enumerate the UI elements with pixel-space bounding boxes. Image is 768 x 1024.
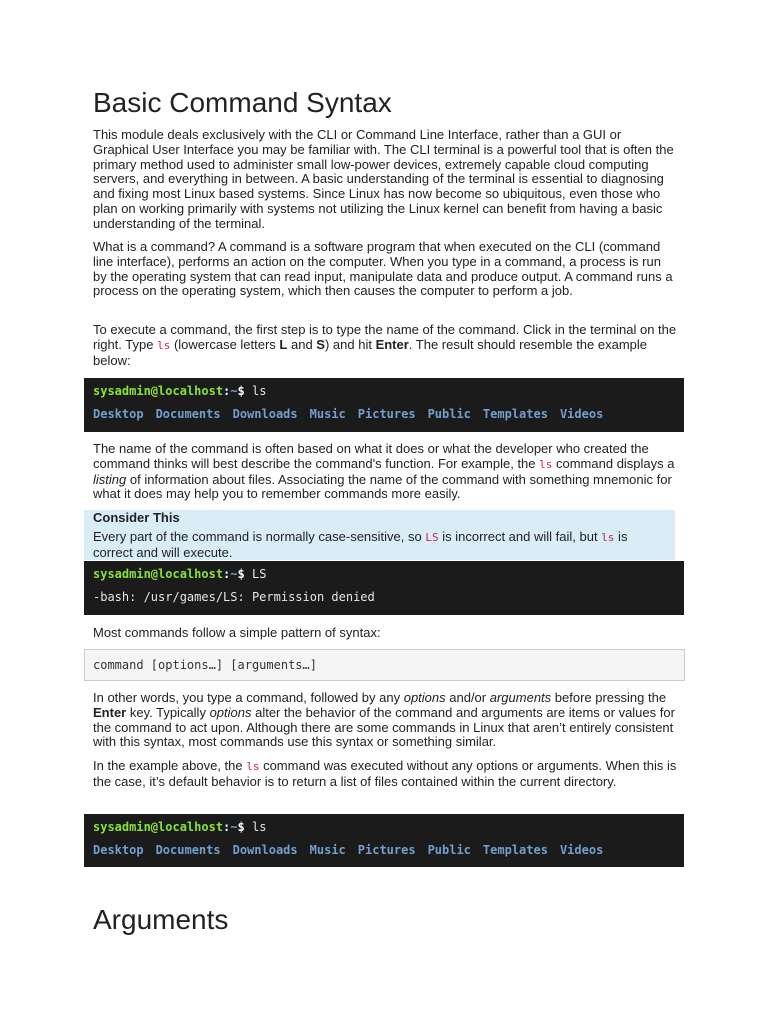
dir-entry: Videos bbox=[559, 407, 604, 421]
page-title: Basic Command Syntax bbox=[93, 87, 392, 118]
dir-entry: Templates bbox=[482, 843, 548, 857]
dir-entry: Desktop bbox=[93, 843, 144, 857]
dir-entry: Videos bbox=[559, 843, 604, 857]
enter-key-label: Enter bbox=[375, 336, 409, 352]
terminal-output-line bbox=[93, 407, 615, 421]
dir-entry: Public bbox=[427, 407, 471, 421]
options-arguments-paragraph: In other words, you type a command, followed by any options and/or arguments before pressing the Enter key. Typically options alter the behavior of the command and arguments are items or values for the command to act upon. Although there are some commands in Linux that aren’t entirely consistent with this syntax, most commands use this syntax or something similar. bbox=[93, 690, 675, 750]
enter-key-label: Enter bbox=[93, 704, 127, 720]
dir-entry: Documents bbox=[155, 843, 221, 857]
syntax-intro-paragraph: Most commands follow a simple pattern of syntax: bbox=[93, 625, 381, 640]
inline-code-ls: ls bbox=[246, 760, 260, 773]
dir-entry: Downloads bbox=[232, 407, 298, 421]
callout-body: Every part of the command is normally case-sensitive, so LS is incorrect and will fail, but ls is correct and will execute. bbox=[93, 529, 628, 560]
dir-entry: Documents bbox=[155, 407, 221, 421]
inline-code-ls: ls bbox=[539, 457, 553, 471]
section-heading-arguments: Arguments bbox=[93, 904, 229, 935]
consider-this-callout bbox=[84, 510, 675, 560]
execute-command-paragraph: To execute a command, the first step is to type the name of the command. Click in the terminal on the right. Type ls (lowercase letters L and S) and hit Enter. The result should resemble the example below: bbox=[93, 322, 677, 368]
dir-entry: Desktop bbox=[93, 407, 144, 421]
terminal-example-ls-2[interactable] bbox=[84, 814, 684, 867]
command-name-paragraph: The name of the command is often based on what it does or what the developer who created the command thinks will best describe the command's function. For example, the ls command displays a listing of information about files. Associating the name of the command with something mnemonic for what it does may help you to remember commands more easily. bbox=[93, 441, 675, 502]
terminal-prompt-line: sysadmin@localhost:~$ ls bbox=[93, 820, 267, 834]
inline-code-ls: ls bbox=[601, 531, 615, 544]
terminal-prompt-line: sysadmin@localhost:~$ LS bbox=[93, 567, 267, 581]
inline-code-LS: LS bbox=[425, 531, 439, 544]
terminal-prompt-line: sysadmin@localhost:~$ ls bbox=[93, 384, 267, 398]
intro-paragraph: This module deals exclusively with the CLI or Command Line Interface, rather than a GUI or Graphical User Interface you may be familiar with. The CLI terminal is a powerful tool that is often the primary method used to administer small low-power devices, extremely capable cloud computing servers, and everything in between. A basic understanding of the terminal is essential to diagnosing and fixing most Linux based systems. Since Linux has now become so ubiquitous, even those who plan on working primarily with systems not utilizing the Linux kernel can benefit from having a basic understanding of the terminal. bbox=[93, 127, 674, 231]
syntax-code-block: command [options…] [arguments…] bbox=[84, 649, 685, 681]
dir-entry: Pictures bbox=[357, 407, 416, 421]
dir-entry: Public bbox=[427, 843, 471, 857]
callout-title: Consider This bbox=[93, 510, 180, 525]
default-behavior-paragraph: In the example above, the ls command was executed without any options or arguments. When this is the case, it’s default behavior is to return a list of files contained within the current directory. bbox=[93, 758, 677, 789]
terminal-output-line bbox=[93, 843, 615, 857]
terminal-output-line: -bash: /usr/games/LS: Permission denied bbox=[93, 590, 375, 604]
inline-code-ls: ls bbox=[157, 338, 171, 352]
terminal-example-ls[interactable] bbox=[84, 378, 684, 432]
dir-entry: Templates bbox=[482, 407, 548, 421]
dir-entry: Pictures bbox=[357, 843, 416, 857]
dir-entry: Downloads bbox=[232, 843, 298, 857]
terminal-example-LS[interactable] bbox=[84, 561, 684, 615]
dir-entry: Music bbox=[309, 407, 346, 421]
dir-entry: Music bbox=[309, 843, 346, 857]
what-is-command-paragraph: What is a command? A command is a software program that when executed on the CLI (command line interface), performs an action on the computer. When you type in a command, a process is run by the operating system that can read input, manipulate data and produce output. A command runs a process on the operating system, which then causes the computer to perform a job. bbox=[93, 239, 673, 299]
